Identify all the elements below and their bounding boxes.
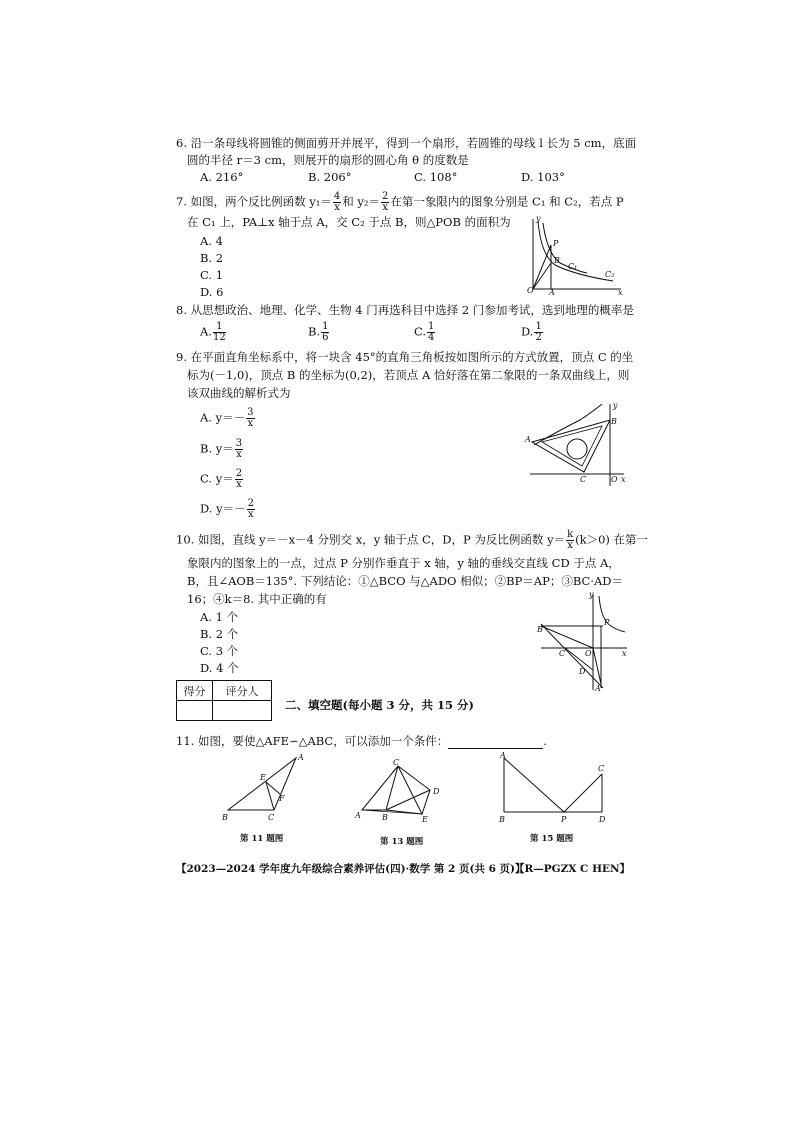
fig15-label-p: P	[561, 815, 567, 824]
grader-cell[interactable]	[213, 701, 272, 721]
footer-right: 【R—PGZX C HEN】	[514, 863, 631, 875]
q10-line3: B，且∠AOB＝135°. 下列结论：①△BCO 与△ADO 相似；②BP＝AP；③BC·AD＝	[187, 574, 623, 588]
q7-text-b: 和 y₂＝	[342, 194, 381, 209]
q7-line2: 在 C₁ 上，PA⊥x 轴于点 A，交 C₂ 于点 B，则△POB 的面积为	[187, 215, 511, 229]
q7-option-d: D. 6	[200, 285, 224, 299]
q9-option-d: D. y＝－ $\frac{2}{x}$	[200, 498, 254, 520]
q10-line4: 16；④k＝8. 其中正确的有	[187, 592, 327, 606]
q6-line2: 圆的半径 r＝3 cm，则展开的扇形的圆心角 θ 的度数是	[187, 153, 469, 167]
score-cell[interactable]	[177, 701, 213, 721]
q7-label-p: P	[553, 239, 559, 248]
q10-option-d: D. 4 个	[200, 661, 239, 675]
q9-figure	[520, 400, 630, 488]
q10-label-o: O	[585, 649, 592, 658]
q6-line1: 6. 沿一条母线将圆锥的侧面剪开并展平，得到一个扇形，若圆锥的母线 l 长为 5 cm，底面	[176, 136, 637, 150]
q9-option-b: B. y＝ $\frac{3}{x}$	[200, 438, 243, 460]
q9-label-o: O	[611, 475, 618, 484]
fig15-caption: 第 15 题图	[530, 834, 574, 844]
q6-option-d: D. 103°	[521, 170, 565, 184]
q11-text: 11. 如图，要使△AFE∽△ABC，可以添加一个条件：	[176, 734, 449, 748]
fig15-label-a: A	[500, 751, 506, 760]
fig13	[352, 758, 444, 824]
fig11-label-c: C	[268, 813, 275, 822]
footer-left: 【2023—2024 学年度九年级综合素养评估(四)·数学 第 2 页(共 6 页)】	[176, 863, 526, 875]
q10-line1	[176, 530, 648, 551]
q7-label-b: B	[554, 256, 560, 265]
q7-text-a: 7. 如图，两个反比例函数 y₁＝	[176, 194, 332, 209]
q10-label-y: y	[589, 590, 594, 599]
q10-label-a: A	[595, 684, 601, 693]
fig15-label-c: C	[598, 764, 605, 773]
fig15-label-b: B	[499, 815, 505, 824]
fig13-label-a: A	[355, 811, 361, 820]
fig13-label-e: E	[422, 815, 428, 824]
q9-option-c: C. y＝ $\frac{2}{x}$	[200, 468, 243, 490]
q10-frac: $\frac{k}{x}$	[567, 529, 574, 551]
q7-text-c: 在第一象限内的图象分别是 C₁ 和 C₂，若点 P	[390, 194, 624, 209]
fig13-label-d: D	[433, 787, 440, 796]
q9-line1: 9. 在平面直角坐标系中，将一块含 45°的直角三角板按如图所示的方式放置，顶点 C 的坐	[176, 350, 634, 364]
q11-answer-blank[interactable]	[448, 736, 543, 749]
q9-label-x: x	[621, 475, 626, 484]
q7-line1	[176, 192, 624, 213]
q7-label-c2: C₂	[605, 270, 615, 279]
q10-text-a: 10. 如图，直线 y＝－x－4 分别交 x，y 轴于点 C，D，P 为反比例函数 y＝	[176, 532, 566, 547]
q10-line2: 象限内的图象上的一点，过点 P 分别作垂直于 x 轴，y 轴的垂线交直线 CD 于点 A，	[187, 556, 620, 570]
q10-label-d: D	[579, 667, 586, 676]
q8-option-a: A. $\frac{1}{12}$	[200, 321, 226, 343]
q7-option-c: C. 1	[200, 268, 224, 282]
q9-label-y: y	[613, 401, 618, 410]
q8-option-b: B. $\frac{1}{6}$	[308, 321, 329, 343]
q7-option-b: B. 2	[200, 251, 224, 265]
q10-figure	[537, 592, 629, 692]
q6-option-a: A. 216°	[200, 170, 244, 184]
score-header: 得分	[177, 681, 213, 701]
fig11-caption: 第 11 题图	[240, 834, 284, 844]
fig11	[218, 752, 306, 824]
q9-label-b: B	[611, 417, 617, 426]
q10-label-p: P	[604, 618, 610, 627]
q6-option-b: B. 206°	[308, 170, 352, 184]
section2-heading: 二、填空题(每小题 3 分，共 15 分)	[285, 698, 474, 712]
q8-option-d: D. $\frac{1}{2}$	[521, 321, 542, 343]
q9-line3: 该双曲线的解析式为	[187, 386, 291, 400]
q9-line2: 标为(－1,0)，顶点 B 的坐标为(0,2)，若顶点 A 恰好落在第二象限的一条双曲线上，则	[187, 368, 630, 382]
q7-label-x: x	[618, 288, 623, 297]
q6-option-c: C. 108°	[414, 170, 458, 184]
q11-line	[176, 734, 547, 749]
q10-label-c: C	[559, 649, 566, 658]
q7-label-y: y	[536, 214, 541, 223]
q10-option-a: A. 1 个	[200, 610, 239, 624]
fig13-caption: 第 13 题图	[380, 837, 424, 847]
q9-label-c: C	[580, 475, 587, 484]
q10-label-b: B	[537, 625, 543, 634]
fig11-label-a: A	[298, 753, 304, 762]
grader-header: 评分人	[213, 681, 272, 701]
q10-option-c: C. 3 个	[200, 644, 239, 658]
q7-label-c1: C₁	[568, 262, 578, 271]
q7-figure	[525, 215, 625, 295]
q11-end: .	[543, 734, 547, 748]
q10-option-b: B. 2 个	[200, 627, 239, 641]
q7-frac1: $\frac{4}{x}$	[333, 191, 341, 213]
q7-label-a: A	[549, 288, 555, 297]
fig11-label-e: E	[260, 773, 266, 782]
score-table	[176, 680, 272, 721]
fig15	[496, 752, 612, 826]
q10-text-b: (k＞0) 在第一	[575, 532, 649, 547]
q9-option-a: A. y＝－ $\frac{3}{x}$	[200, 407, 254, 429]
q7-option-a: A. 4	[200, 234, 223, 248]
fig11-label-b: B	[222, 813, 228, 822]
q8-option-c: C. $\frac{1}{4}$	[414, 321, 435, 343]
q8-line1: 8. 从思想政治、地理、化学、生物 4 门再选科目中选择 2 门参加考试，选到地理的概率是	[176, 303, 634, 317]
q10-label-x: x	[622, 649, 627, 658]
fig15-label-d: D	[599, 815, 606, 824]
fig13-label-b: B	[382, 813, 388, 822]
fig11-label-f: F	[279, 794, 285, 803]
q7-label-o: O	[527, 286, 534, 295]
fig13-label-c: C	[393, 758, 400, 767]
q7-frac2: $\frac{2}{x}$	[382, 191, 389, 213]
q9-label-a: A	[525, 435, 531, 444]
